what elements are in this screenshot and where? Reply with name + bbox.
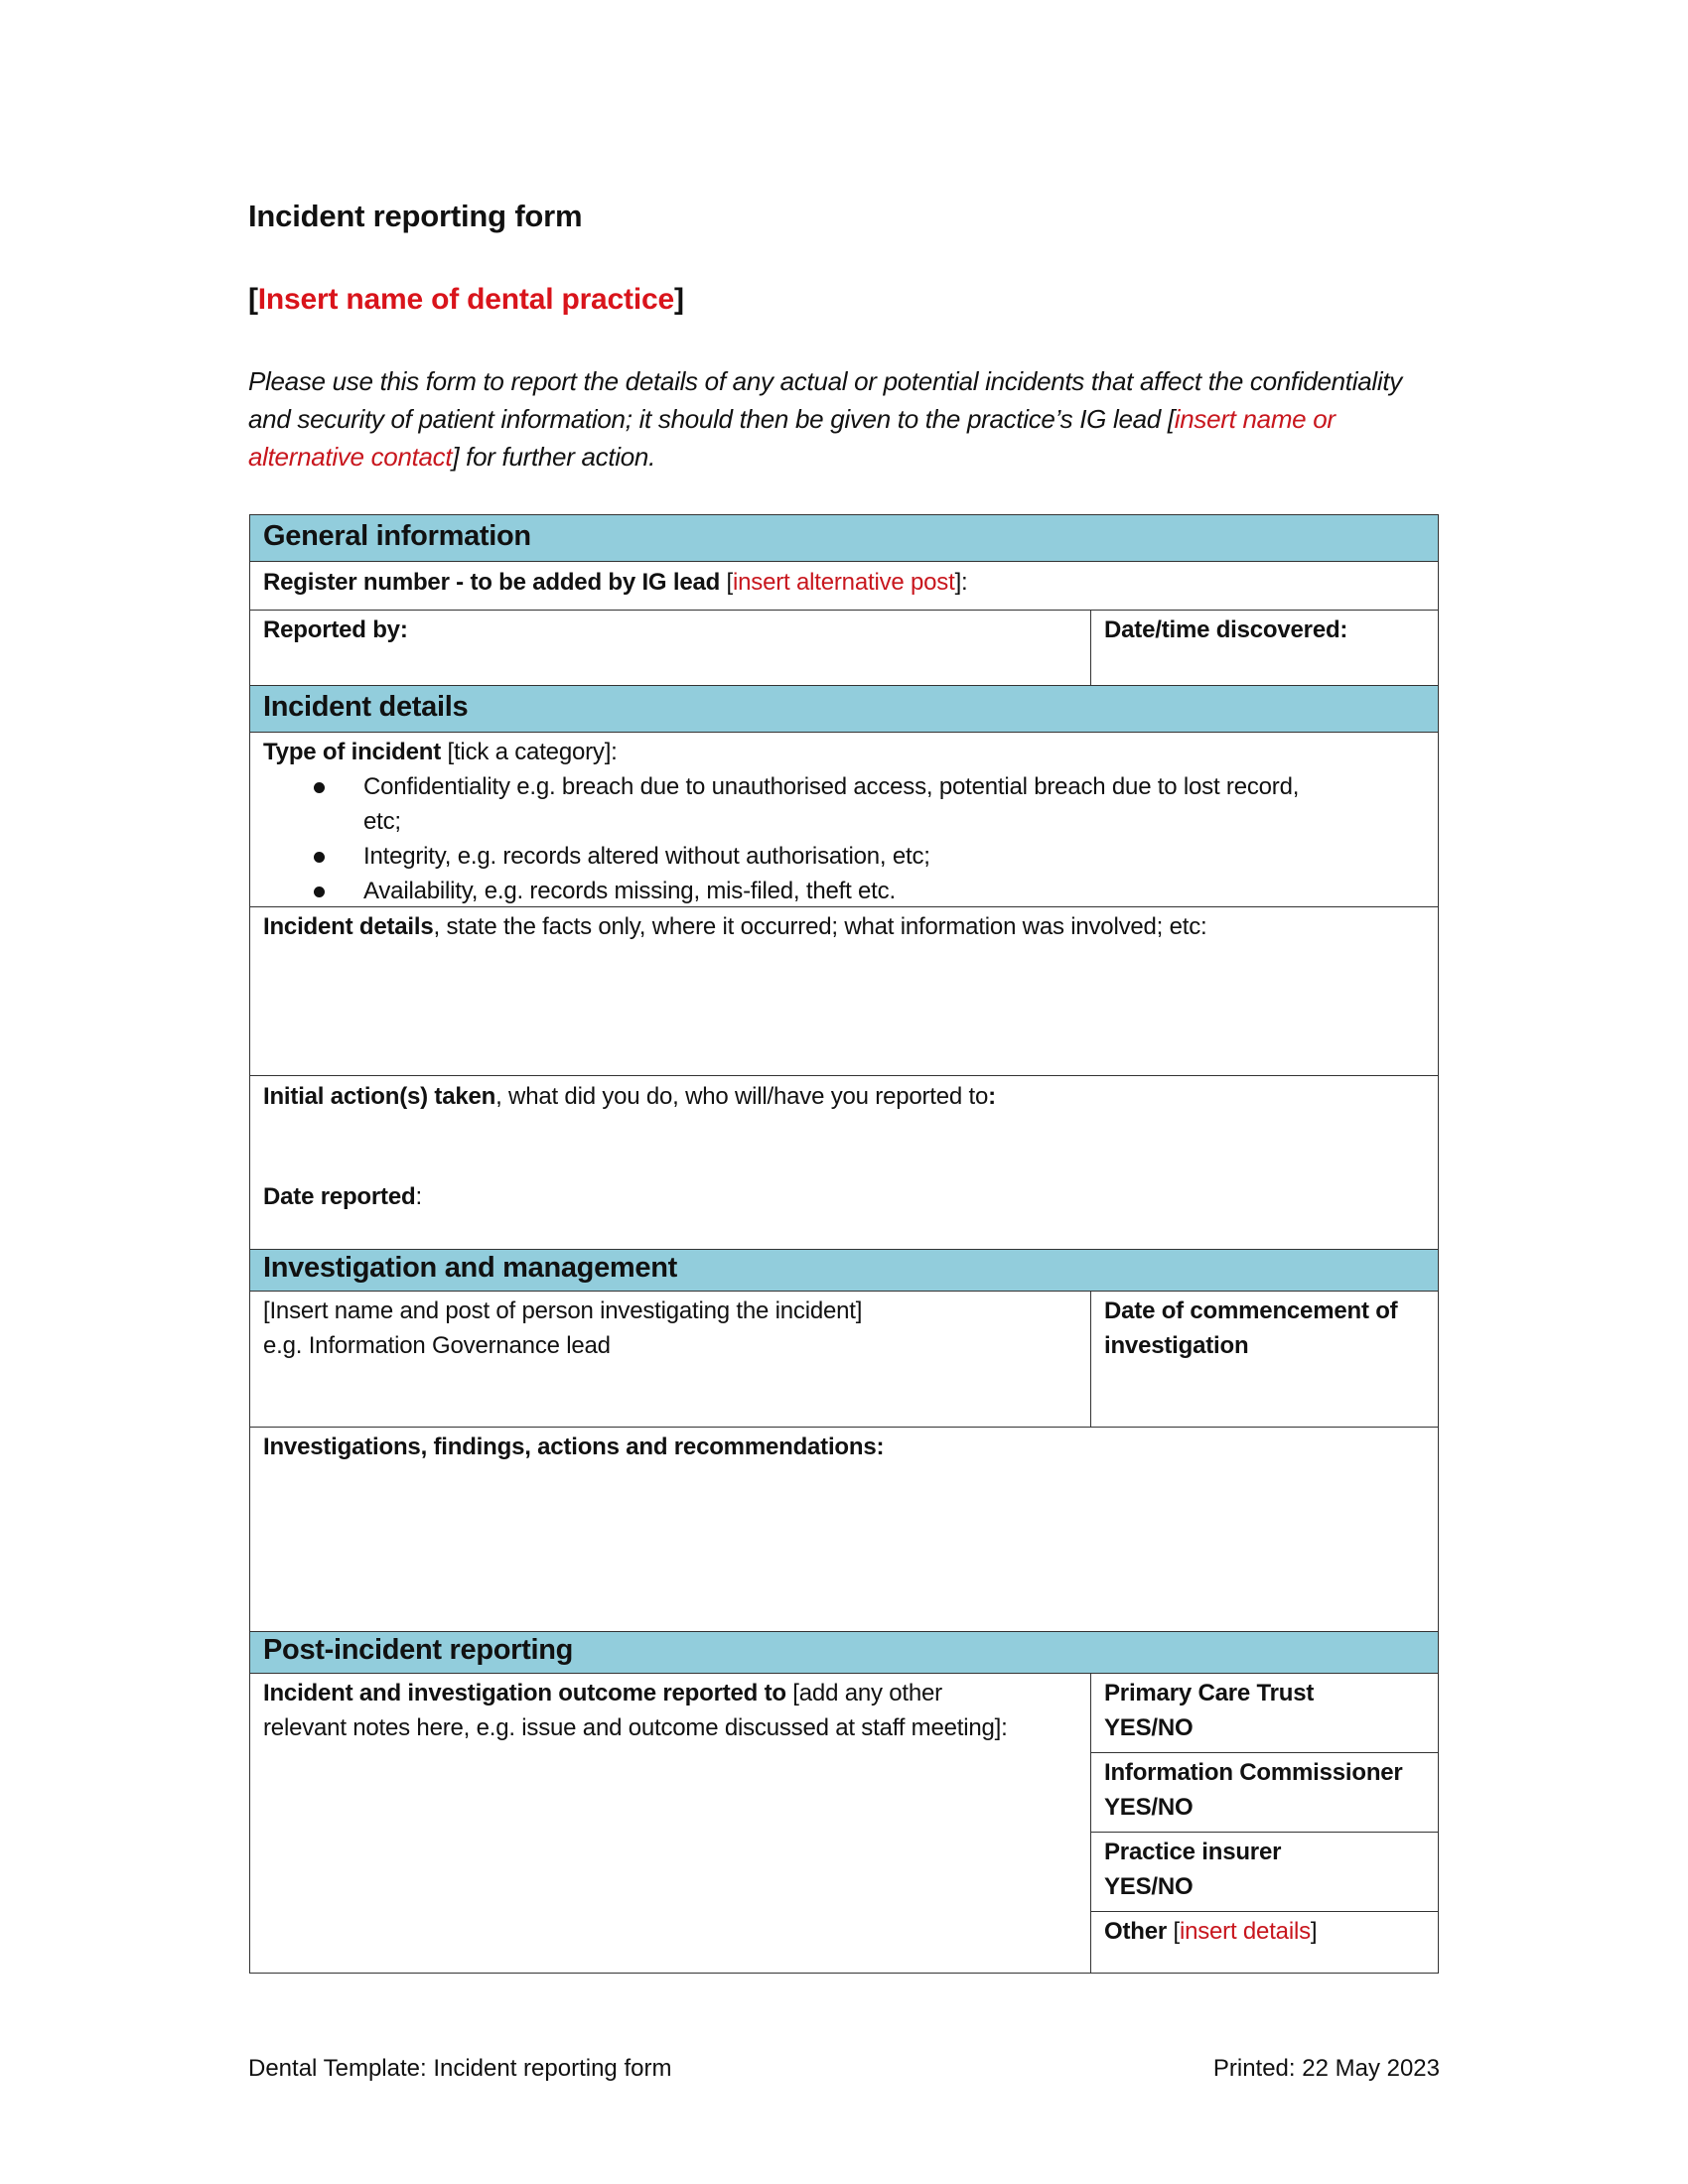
table-border-left [249, 514, 250, 1973]
bracket-close: ]: [954, 569, 968, 596]
recipient-other[interactable] [1104, 1914, 1317, 1949]
section-heading-incident: Incident details [263, 691, 469, 723]
row-border [249, 1673, 1439, 1674]
row-border [1090, 1911, 1439, 1912]
incident-type-confidentiality[interactable]: Confidentiality e.g. breach due to unauthorised access, potential breach due to lost record, [363, 773, 1300, 800]
footer-template-name: Dental Template: Incident reporting form [248, 2055, 672, 2082]
initial-actions-label: Initial action(s) taken [263, 1083, 496, 1110]
section-heading-investigation: Investigation and management [263, 1252, 678, 1284]
row-border [249, 1631, 1439, 1632]
reported-by-field[interactable]: Reported by: [263, 616, 408, 643]
table-border-right [1438, 514, 1439, 1973]
incident-type-integrity[interactable]: Integrity, e.g. records altered without authorisation, etc; [363, 843, 930, 870]
commencement-label-1: Date of commencement of [1104, 1297, 1398, 1324]
ig-lead-contact-placeholder[interactable]: insert name or alternative contact [248, 404, 1336, 472]
yes-no-toggle[interactable]: YES/NO [1104, 1794, 1194, 1821]
bracket-open: [ [1167, 1918, 1180, 1945]
table-border-bottom [249, 1973, 1439, 1974]
initial-actions-field[interactable] [263, 1079, 996, 1114]
form-title: Incident reporting form [248, 199, 583, 233]
recipient-name: Practice insurer [1104, 1839, 1282, 1865]
date-reported-field[interactable] [263, 1179, 422, 1214]
colon: : [988, 1083, 996, 1110]
bracket-close: ] [673, 283, 684, 316]
outcome-label: Incident and investigation outcome reported to [263, 1680, 786, 1706]
commencement-date-field[interactable] [1104, 1294, 1397, 1363]
intro-text-2: ] for further action. [452, 442, 655, 472]
row-border [249, 514, 1439, 515]
recipient-name: Primary Care Trust [1104, 1680, 1315, 1706]
colon: : [415, 1183, 422, 1210]
investigator-placeholder: [Insert name and post of person investigating the incident] [263, 1297, 863, 1324]
section-heading-post-incident: Post-incident reporting [263, 1634, 574, 1666]
row-border [249, 732, 1439, 733]
row-border [249, 1249, 1439, 1250]
row-border [249, 1075, 1439, 1076]
footer-printed-date: Printed: 22 May 2023 [1212, 2055, 1440, 2082]
row-border [249, 610, 1439, 611]
recipient-information-commissioner[interactable] [1104, 1755, 1403, 1825]
column-divider [1090, 610, 1091, 685]
incident-type-availability[interactable]: Availability, e.g. records missing, mis-filed, theft etc. [363, 878, 896, 904]
yes-no-toggle[interactable]: YES/NO [1104, 1873, 1194, 1900]
alternative-post-placeholder: insert alternative post [733, 569, 955, 596]
row-border [249, 1427, 1439, 1428]
row-border [1090, 1832, 1439, 1833]
practice-name-text: Insert name of dental practice [257, 283, 674, 316]
other-label: Other [1104, 1918, 1168, 1945]
incident-details-label: Incident details [263, 913, 434, 940]
column-divider [1090, 1673, 1091, 1973]
incident-type-confidentiality-cont: etc; [363, 808, 401, 835]
yes-no-toggle[interactable]: YES/NO [1104, 1714, 1194, 1741]
investigator-example: e.g. Information Governance lead [263, 1332, 611, 1359]
row-border [249, 1291, 1439, 1292]
intro-paragraph [248, 362, 1440, 476]
investigator-field[interactable] [263, 1294, 862, 1363]
date-time-discovered-field[interactable]: Date/time discovered: [1104, 616, 1348, 643]
type-of-incident-title: Type of incident [263, 739, 442, 765]
bracket-open: [ [248, 283, 258, 316]
incident-details-note: , state the facts only, where it occurred; what information was involved; etc: [433, 913, 1207, 940]
register-number-field[interactable] [263, 565, 968, 600]
bracket-close: ] [1310, 1918, 1318, 1945]
type-of-incident-label [263, 735, 618, 769]
section-heading-general: General information [263, 520, 531, 552]
commencement-label-2: investigation [1104, 1332, 1249, 1359]
intro-text-1: Please use this form to report the details of any actual or potential incidents that affect the confidentiality and security of patient information; it should then be given to the practice’s IG lead [ [248, 366, 1402, 434]
other-details-placeholder: insert details [1179, 1918, 1311, 1945]
row-border [1090, 1752, 1439, 1753]
practice-name-placeholder[interactable] [248, 283, 684, 317]
initial-actions-note: , what did you do, who will/have you reported to [495, 1083, 989, 1110]
bullet-icon [314, 782, 325, 793]
row-border [249, 561, 1439, 562]
register-number-label: Register number - to be added by IG lead [263, 569, 721, 596]
bullet-icon [314, 887, 325, 897]
incident-details-field[interactable] [263, 909, 1207, 944]
row-border [249, 685, 1439, 686]
date-reported-label: Date reported [263, 1183, 416, 1210]
recipient-practice-insurer[interactable] [1104, 1835, 1281, 1904]
outcome-reported-field[interactable] [263, 1676, 1008, 1745]
recipient-primary-care-trust[interactable] [1104, 1676, 1314, 1745]
bracket-open: [ [720, 569, 734, 596]
recipient-name: Information Commissioner [1104, 1759, 1403, 1786]
outcome-note-2: relevant notes here, e.g. issue and outcome discussed at staff meeting]: [263, 1714, 1008, 1741]
outcome-note-1: [add any other [785, 1680, 942, 1706]
type-of-incident-note: [tick a category]: [441, 739, 618, 765]
bullet-icon [314, 852, 325, 863]
findings-field[interactable]: Investigations, findings, actions and recommendations: [263, 1433, 885, 1460]
column-divider [1090, 1291, 1091, 1427]
